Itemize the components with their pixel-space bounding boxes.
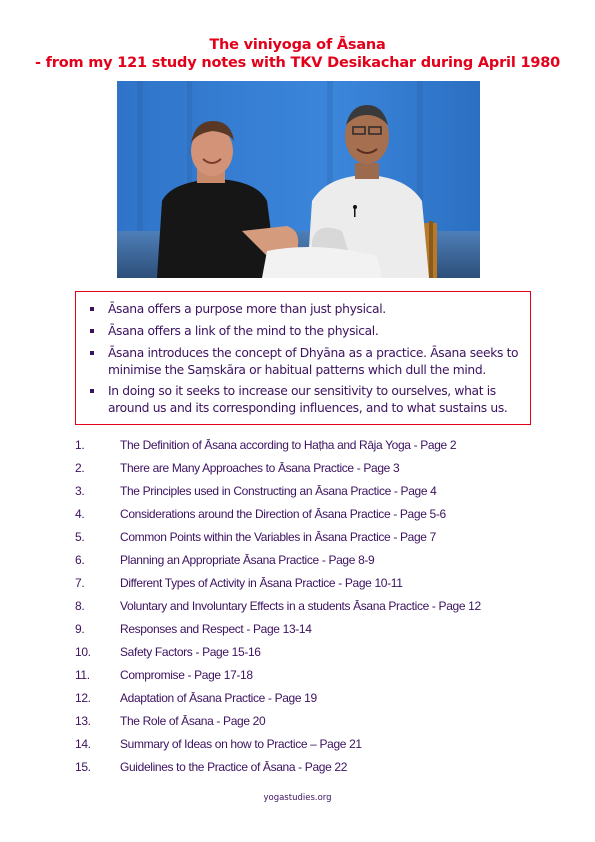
toc-number: 1. xyxy=(75,438,85,452)
document-subtitle: - from my 121 study notes with TKV Desikachar during April 1980 xyxy=(35,55,560,71)
toc-link[interactable]: The Role of Āsana - Page 20 xyxy=(120,714,266,728)
toc-item[interactable] xyxy=(0,459,595,477)
bullet-icon xyxy=(90,351,94,355)
bullet-icon xyxy=(90,389,94,393)
toc-item[interactable] xyxy=(0,712,595,730)
toc-item[interactable] xyxy=(0,528,595,546)
toc-item[interactable] xyxy=(0,505,595,523)
toc-link[interactable]: Safety Factors - Page 15-16 xyxy=(120,645,261,659)
bullet-item: Āsana offers a purpose more than just physical. xyxy=(92,301,522,318)
toc-number: 10. xyxy=(75,645,91,659)
toc-item[interactable] xyxy=(0,758,595,776)
footer-website[interactable]: yogastudies.org xyxy=(263,793,332,803)
toc-number: 13. xyxy=(75,714,91,728)
toc-number: 11. xyxy=(75,668,90,682)
toc-item[interactable] xyxy=(0,643,595,661)
toc-number: 2. xyxy=(75,461,85,475)
bullet-icon xyxy=(90,329,94,333)
toc-number: 15. xyxy=(75,760,91,774)
toc-number: 8. xyxy=(75,599,85,613)
toc-item[interactable] xyxy=(0,551,595,569)
bullet-item: Āsana offers a link of the mind to the physical. xyxy=(92,323,522,340)
toc-item[interactable] xyxy=(0,597,595,615)
toc-item[interactable] xyxy=(0,436,595,454)
bullet-item: In doing so it seeks to increase our sensitivity to ourselves, what is around us and its corresponding influences, and to what sustains us. xyxy=(92,383,522,416)
toc-item[interactable] xyxy=(0,574,595,592)
toc-number: 4. xyxy=(75,507,85,521)
toc-number: 14. xyxy=(75,737,91,751)
toc-number: 9. xyxy=(75,622,85,636)
toc-link[interactable]: Adaptation of Āsana Practice - Page 19 xyxy=(120,691,317,705)
toc-number: 6. xyxy=(75,553,85,567)
toc-link[interactable]: Compromise - Page 17-18 xyxy=(120,668,253,682)
toc-link[interactable]: Summary of Ideas on how to Practice – Page 21 xyxy=(120,737,362,751)
toc-link[interactable]: The Principles used in Constructing an Āsana Practice - Page 4 xyxy=(120,484,437,498)
toc-link[interactable]: There are Many Approaches to Āsana Practice - Page 3 xyxy=(120,461,400,475)
toc-number: 7. xyxy=(75,576,85,590)
toc-link[interactable]: Different Types of Activity in Āsana Practice - Page 10-11 xyxy=(120,576,403,590)
bullet-icon xyxy=(90,307,94,311)
toc-item[interactable] xyxy=(0,689,595,707)
toc-number: 3. xyxy=(75,484,85,498)
document-title: The viniyoga of Āsana xyxy=(209,37,386,53)
toc-number: 5. xyxy=(75,530,85,544)
key-points-box xyxy=(75,291,531,425)
toc-number: 12. xyxy=(75,691,91,705)
toc-item[interactable] xyxy=(0,666,595,684)
toc-link[interactable]: Voluntary and Involuntary Effects in a students Āsana Practice - Page 12 xyxy=(120,599,481,613)
bullet-item: Āsana introduces the concept of Dhyāna as a practice. Āsana seeks to minimise the Saṃskāra or habitual patterns which dull the mind. xyxy=(92,345,522,378)
toc-link[interactable]: Guidelines to the Practice of Āsana - Page 22 xyxy=(120,760,348,774)
toc-item[interactable] xyxy=(0,620,595,638)
toc-link[interactable]: Common Points within the Variables in Āsana Practice - Page 7 xyxy=(120,530,436,544)
toc-link[interactable]: The Definition of Āsana according to Haṭha and Rāja Yoga - Page 2 xyxy=(120,438,457,452)
toc-link[interactable]: Planning an Appropriate Āsana Practice - Page 8-9 xyxy=(120,553,375,567)
toc-link[interactable]: Responses and Respect - Page 13-14 xyxy=(120,622,312,636)
photo-two-men-seated xyxy=(117,81,480,278)
toc-item[interactable] xyxy=(0,482,595,500)
toc-link[interactable]: Considerations around the Direction of Āsana Practice - Page 5-6 xyxy=(120,507,446,521)
toc-item[interactable] xyxy=(0,735,595,753)
